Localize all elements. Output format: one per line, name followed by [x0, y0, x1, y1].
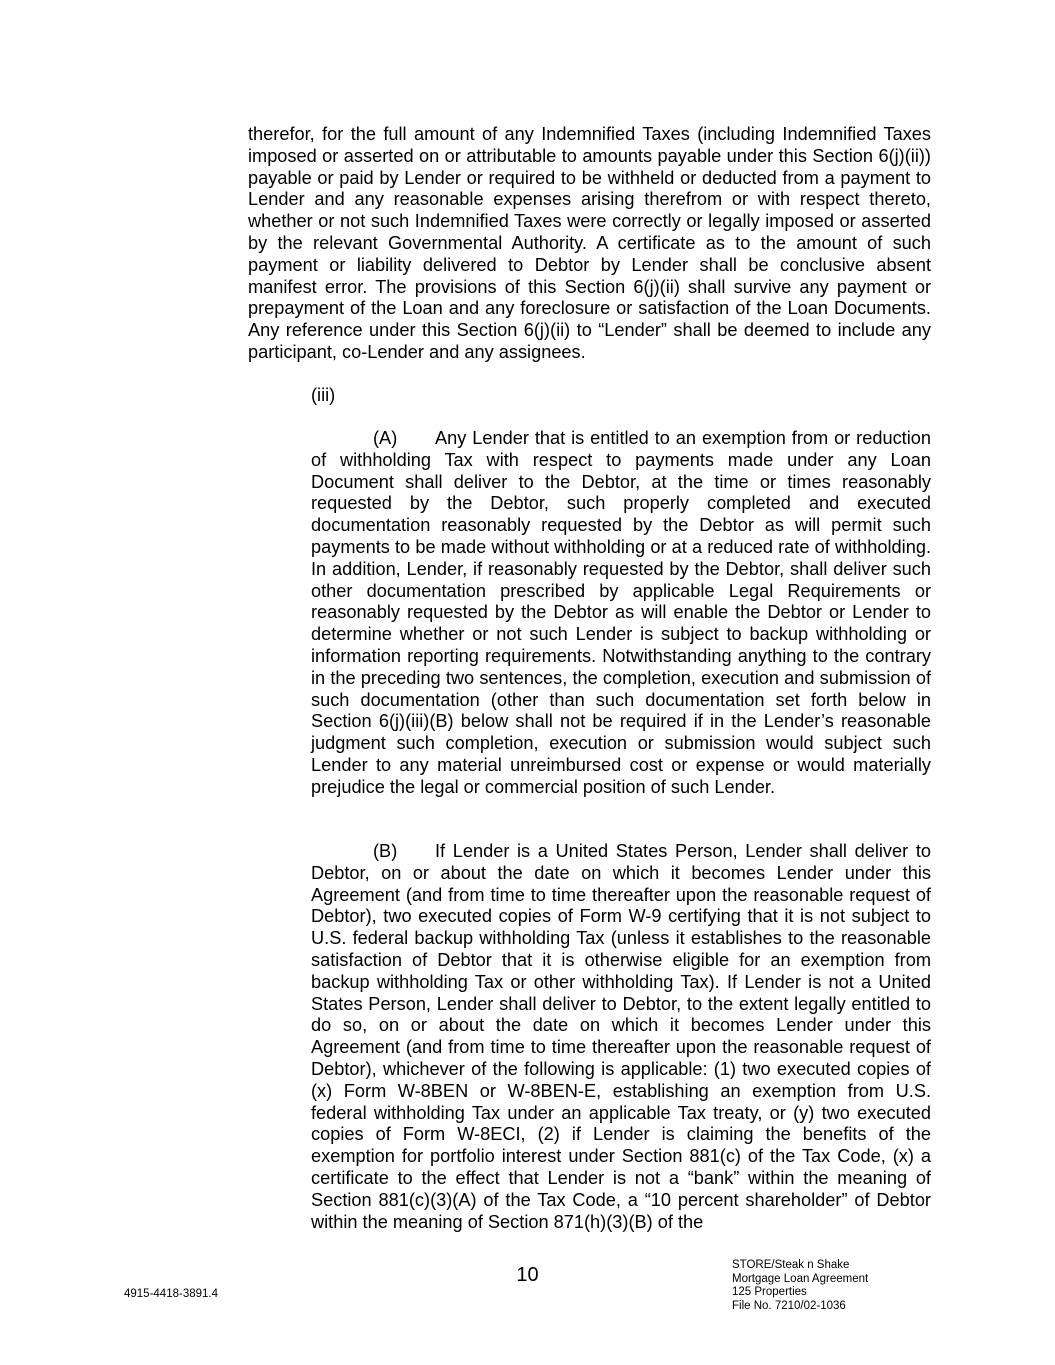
footer-reference [732, 1259, 868, 1313]
paragraph-continued: therefor, for the full amount of any Indemnified Taxes (including Indemnified Taxes imposed or asserted on or attributable to amounts payable under this Section 6(j)(ii)) payable or paid by Lender or required to be withheld or deducted from a payment to Lender and any reasonable expenses arising therefrom or with respect thereto, whether or not such Indemnified Taxes were correctly or legally imposed or asserted by the relevant Governmental Authority. A certificate as to the amount of such payment or liability delivered to Debtor by Lender shall be conclusive absent manifest error. The provisions of this Section 6(j)(ii) shall survive any payment or prepayment of the Loan and any foreclosure or satisfaction of the Loan Documents. Any reference under this Section 6(j)(ii) to “Lender” shall be deemed to include any participant, co-Lender and any assignees. [248, 124, 931, 362]
clause-a [311, 428, 931, 799]
clause-a-label: (A) [373, 428, 398, 448]
clause-b-text: If Lender is a United States Person, Lender shall deliver to Debtor, on or about the date on which it becomes Lender under this Agreement (and from time to time thereafter upon the reasonable request of Debtor), two executed copies of Form W-9 certifying that it is not subject to U.S. federal backup withholding Tax (unless it establishes to the reasonable satisfaction of Debtor that it is otherwise eligible for an exemption from backup withholding Tax or other withholding Tax). If Lender is not a United States Person, Lender shall deliver to Debtor, to the extent legally entitled to do so, on or about the date on which it becomes Lender under this Agreement (and from time to time thereafter upon the reasonable request of Debtor), whichever of the following is applicable: (1) two executed copies of (x) Form W-8BEN or W-8BEN-E, establishing an exemption from U.S. federal withholding Tax under an applicable Tax treaty, or (y) two executed copies of Form W-8ECI, (2) if Lender is claiming the benefits of the exemption for portfolio interest under Section 881(c) of the Tax Code, (x) a certificate to the effect that Lender is not a “bank” within the meaning of Section 881(c)(3)(A) of the Tax Code, a “10 percent shareholder” of Debtor within the meaning of Section 871(h)(3)(B) of the [311, 841, 931, 1232]
clause-a-text: Any Lender that is entitled to an exemption from or reduction of withholding Tax with respect to payments made under any Loan Document shall deliver to the Debtor, at the time or times reasonably requested by the Debtor, such properly completed and executed documentation reasonably requested by the Debtor as will permit such payments to be made without withholding or at a reduced rate of withholding. In addition, Lender, if reasonably requested by the Debtor, shall deliver such other documentation prescribed by applicable Legal Requirements or reasonably requested by the Debtor as will enable the Debtor or Lender to determine whether or not such Lender is subject to backup withholding or information reporting requirements. Notwithstanding anything to the contrary in the preceding two sentences, the completion, execution and submission of such documentation (other than such documentation set forth below in Section 6(j)(iii)(B) below shall not be required if in the Lender’s reasonable judgment such completion, execution or submission would subject such Lender to any material unreimbursed cost or expense or would materially prejudice the legal or commercial position of such Lender. [311, 428, 931, 797]
document-id: 4915-4418-3891.4 [124, 1288, 218, 1300]
page-number: 10 [516, 1264, 539, 1286]
footer-line: File No. 7210/02-1036 [732, 1299, 846, 1312]
footer-line: 125 Properties [732, 1286, 807, 1298]
clause-b-label: (B) [373, 841, 398, 861]
subsection-label: (iii) [311, 385, 336, 405]
footer-line: STORE/Steak n Shake [732, 1259, 850, 1271]
clause-b [311, 841, 931, 1233]
footer-line: Mortgage Loan Agreement [732, 1272, 869, 1285]
